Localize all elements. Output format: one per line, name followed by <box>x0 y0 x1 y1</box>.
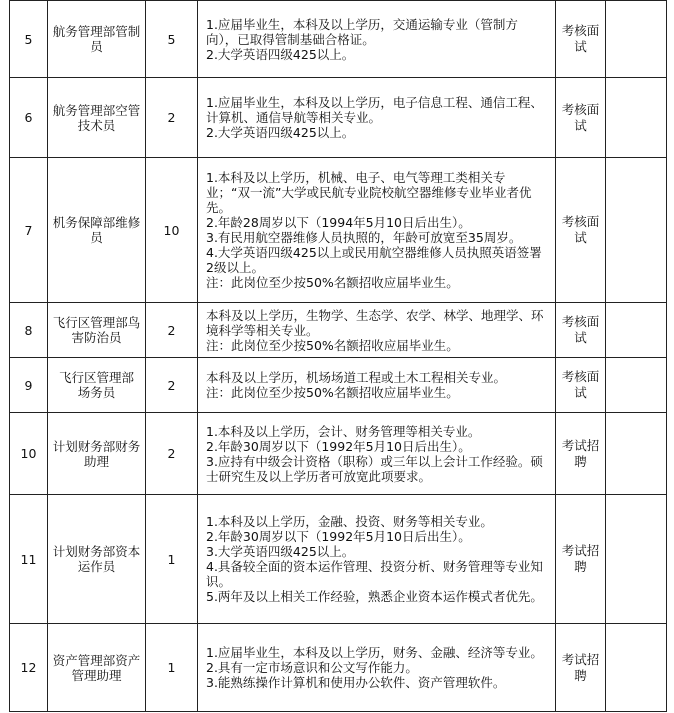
requirement-line: 本科及以上学历，机场场道工程或土木工程相关专业。 <box>206 370 507 385</box>
table-row <box>10 158 667 303</box>
requirements-cell <box>198 1 556 78</box>
requirement-line: 1.应届毕业生，本科及以上学历，财务、金融、经济等专业。 <box>206 645 543 660</box>
requirement-line: 1.应届毕业生，本科及以上学历，交通运输专业（管制方向），已取得管制基础合格证。 <box>206 16 518 47</box>
position-name: 机务保障部维修员 <box>48 158 146 303</box>
position-name: 航务管理部空管技术员 <box>48 78 146 158</box>
remarks-cell <box>606 495 667 624</box>
remarks-cell <box>606 158 667 303</box>
table-row <box>10 78 667 158</box>
requirements-cell <box>198 78 556 158</box>
remarks-cell <box>606 413 667 495</box>
hiring-count: 2 <box>146 413 198 495</box>
selection-method: 考核面试 <box>556 1 606 78</box>
requirement-line: 1.应届毕业生，本科及以上学历，电子信息工程、通信工程、计算机、通信导航等相关专业。 <box>206 95 543 125</box>
row-number: 12 <box>10 624 48 712</box>
selection-method: 考试招聘 <box>556 413 606 495</box>
row-number: 8 <box>10 303 48 358</box>
selection-method: 考核面试 <box>556 358 606 413</box>
hiring-count: 5 <box>146 1 198 78</box>
requirement-line: 3.有民用航空器维修人员执照的，年龄可放宽至35周岁。 <box>206 230 522 245</box>
requirement-line: 3.能熟练操作计算机和使用办公软件、资产管理软件。 <box>206 675 506 690</box>
table-row <box>10 495 667 624</box>
remarks-cell <box>606 303 667 358</box>
selection-method: 考试招聘 <box>556 495 606 624</box>
requirement-line: 3.大学英语四级425以上。 <box>206 544 355 559</box>
selection-method: 考核面试 <box>556 78 606 158</box>
requirement-line: 1.本科及以上学历，机械、电子、电气等理工类相关专业；“双一流”大学或民航专业院校航空器维修专业毕业者优先。 <box>206 170 532 215</box>
selection-method: 考试招聘 <box>556 624 606 712</box>
requirement-line: 1.本科及以上学历，金融、投资、财务等相关专业。 <box>206 514 493 529</box>
position-name: 航务管理部管制员 <box>48 1 146 78</box>
row-number: 6 <box>10 78 48 158</box>
requirements-cell <box>198 303 556 358</box>
remarks-cell <box>606 1 667 78</box>
requirement-line: 注：此岗位至少按50%名额招收应届毕业生。 <box>206 275 459 290</box>
hiring-count: 10 <box>146 158 198 303</box>
requirement-line: 本科及以上学历，生物学、生态学、农学、林学、地理学、环境科学等相关专业。 <box>206 307 544 338</box>
table-row <box>10 624 667 712</box>
recruitment-table <box>9 0 667 712</box>
position-name: 计划财务部资本运作员 <box>48 495 146 624</box>
table-row <box>10 1 667 78</box>
row-number: 10 <box>10 413 48 495</box>
position-name: 计划财务部财务助理 <box>48 413 146 495</box>
requirements-cell <box>198 495 556 624</box>
requirement-line: 1.本科及以上学历，会计、财务管理等相关专业。 <box>206 423 481 439</box>
requirement-line: 2.大学英语四级425以上。 <box>206 125 355 140</box>
selection-method: 考核面试 <box>556 303 606 358</box>
requirement-line: 5.两年及以上相关工作经验，熟悉企业资本运作模式者优先。 <box>206 589 543 604</box>
requirement-line: 2.年龄28周岁以下（1994年5月10日后出生）。 <box>206 215 471 230</box>
requirements-cell <box>198 158 556 303</box>
requirement-line: 3.应持有中级会计资格（职称）或三年以上会计工作经验。硕士研究生及以上学历者可放宽此项要求。 <box>206 453 543 484</box>
requirement-line: 4.大学英语四级425以上或民用航空器维修人员执照英语签署2级以上。 <box>206 245 542 275</box>
requirements-cell <box>198 358 556 413</box>
row-number: 7 <box>10 158 48 303</box>
position-name: 资产管理部资产管理助理 <box>48 624 146 712</box>
requirement-line: 2.年龄30周岁以下（1992年5月10日后出生）。 <box>206 438 471 454</box>
table-row <box>10 358 667 413</box>
hiring-count: 1 <box>146 495 198 624</box>
remarks-cell <box>606 624 667 712</box>
remarks-cell <box>606 78 667 158</box>
position-name: 飞行区管理部 场务员 <box>48 358 146 413</box>
requirement-line: 2.年龄30周岁以下（1992年5月10日后出生）。 <box>206 529 471 544</box>
selection-method: 考核面试 <box>556 158 606 303</box>
requirement-line: 2.具有一定市场意识和公文写作能力。 <box>206 660 418 675</box>
position-name: 飞行区管理部鸟害防治员 <box>48 303 146 358</box>
row-number: 5 <box>10 1 48 78</box>
requirement-line: 注：此岗位至少按50%名额招收应届毕业生。 <box>206 385 459 400</box>
table-row <box>10 413 667 495</box>
row-number: 11 <box>10 495 48 624</box>
requirement-line: 注：此岗位至少按50%名额招收应届毕业生。 <box>206 337 459 353</box>
requirements-cell <box>198 413 556 495</box>
requirement-line: 4.具备较全面的资本运作管理、投资分析、财务管理等专业知识。 <box>206 559 543 589</box>
requirement-line: 2.大学英语四级425以上。 <box>206 46 355 62</box>
table-row <box>10 303 667 358</box>
hiring-count: 2 <box>146 303 198 358</box>
remarks-cell <box>606 358 667 413</box>
hiring-count: 1 <box>146 624 198 712</box>
hiring-count: 2 <box>146 358 198 413</box>
requirements-cell <box>198 624 556 712</box>
hiring-count: 2 <box>146 78 198 158</box>
row-number: 9 <box>10 358 48 413</box>
